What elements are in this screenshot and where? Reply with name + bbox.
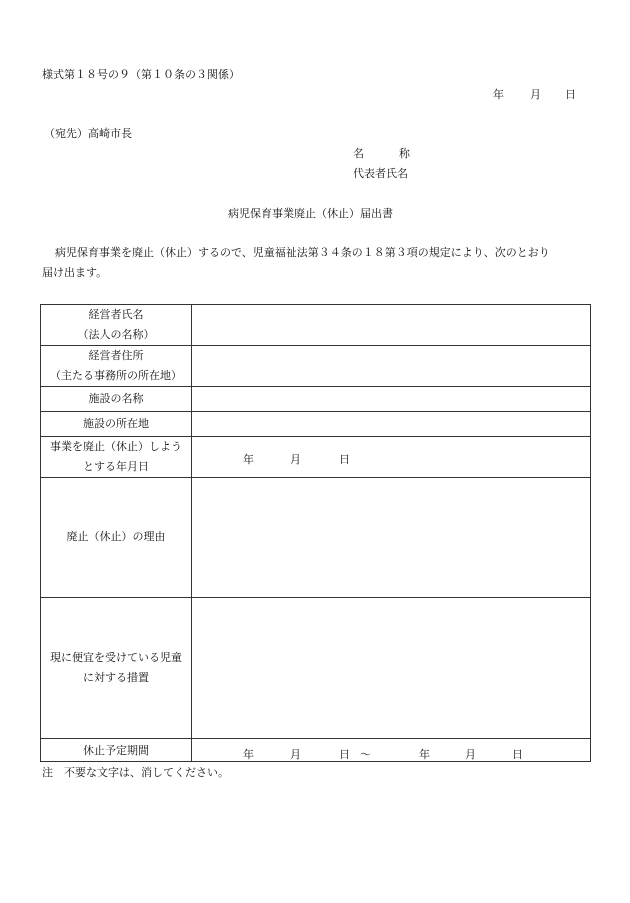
submission-date-month: 月 bbox=[530, 88, 541, 101]
table-row-reason bbox=[41, 478, 590, 597]
value-child-measures[interactable] bbox=[192, 598, 590, 738]
value-abolition-date[interactable] bbox=[192, 437, 590, 477]
table-row-manager-name bbox=[41, 305, 590, 345]
table-row-facility-name bbox=[41, 387, 590, 411]
period-separator: ～ bbox=[360, 748, 371, 761]
form-table bbox=[40, 304, 591, 762]
form-number: 様式第１８号の９（第１０条の３関係） bbox=[42, 68, 240, 81]
period-from-year: 年 bbox=[243, 748, 254, 761]
label-facility-location: 施設の所在地 bbox=[83, 417, 149, 430]
period-to-year: 年 bbox=[419, 748, 430, 761]
label-facility-name: 施設の名称 bbox=[88, 392, 144, 405]
document-title: 病児保育事業廃止（休止）届出書 bbox=[228, 207, 393, 220]
label-suspension-period: 休止予定期間 bbox=[83, 744, 149, 757]
footnote: 注 不要な文字は、消してください。 bbox=[42, 766, 229, 779]
representative-label: 代表者氏名 bbox=[353, 167, 408, 180]
table-row-child-measures bbox=[41, 598, 590, 738]
label-reason: 廃止（休止）の理由 bbox=[66, 530, 166, 543]
label-abolition-date-1: 事業を廃止（休止）しよう bbox=[50, 440, 182, 453]
submission-date-year: 年 bbox=[493, 88, 504, 101]
value-reason[interactable] bbox=[192, 478, 590, 597]
period-from-day: 日 bbox=[339, 748, 350, 761]
abolition-date-month: 月 bbox=[290, 453, 301, 466]
body-text-line-2: 届け出ます。 bbox=[42, 266, 108, 279]
label-corporation-name: （法人の名称） bbox=[77, 328, 155, 341]
table-row-facility-location bbox=[41, 412, 590, 436]
abolition-date-year: 年 bbox=[243, 453, 254, 466]
value-facility-location[interactable] bbox=[192, 412, 590, 436]
period-from-month: 月 bbox=[290, 748, 301, 761]
value-facility-name[interactable] bbox=[192, 387, 590, 411]
period-to-day: 日 bbox=[512, 748, 523, 761]
value-manager-address[interactable] bbox=[192, 346, 590, 386]
label-child-measures-2: に対する措置 bbox=[83, 671, 149, 684]
label-main-office-location: （主たる事務所の所在地） bbox=[50, 369, 182, 382]
submission-date-day: 日 bbox=[565, 88, 576, 101]
period-to-month: 月 bbox=[465, 748, 476, 761]
abolition-date-day: 日 bbox=[339, 453, 350, 466]
label-manager-name: 経営者氏名 bbox=[88, 308, 144, 321]
table-row-manager-address bbox=[41, 346, 590, 386]
name-label-char-1: 名 bbox=[353, 147, 364, 160]
table-row-suspension-period bbox=[41, 739, 590, 761]
addressee: （宛先）高崎市長 bbox=[44, 127, 132, 140]
body-text-line-1: 病児保育事業を廃止（休止）するので、児童福祉法第３４条の１８第３項の規定により、次のとおり bbox=[55, 246, 550, 259]
label-child-measures-1: 現に便宜を受けている児童 bbox=[50, 651, 182, 664]
label-manager-address: 経営者住所 bbox=[88, 349, 144, 362]
name-label-char-2: 称 bbox=[399, 147, 410, 160]
label-abolition-date-2: とする年月日 bbox=[83, 460, 149, 473]
table-row-abolition-date bbox=[41, 437, 590, 477]
value-manager-name[interactable] bbox=[192, 305, 590, 345]
value-suspension-period[interactable] bbox=[192, 739, 590, 761]
